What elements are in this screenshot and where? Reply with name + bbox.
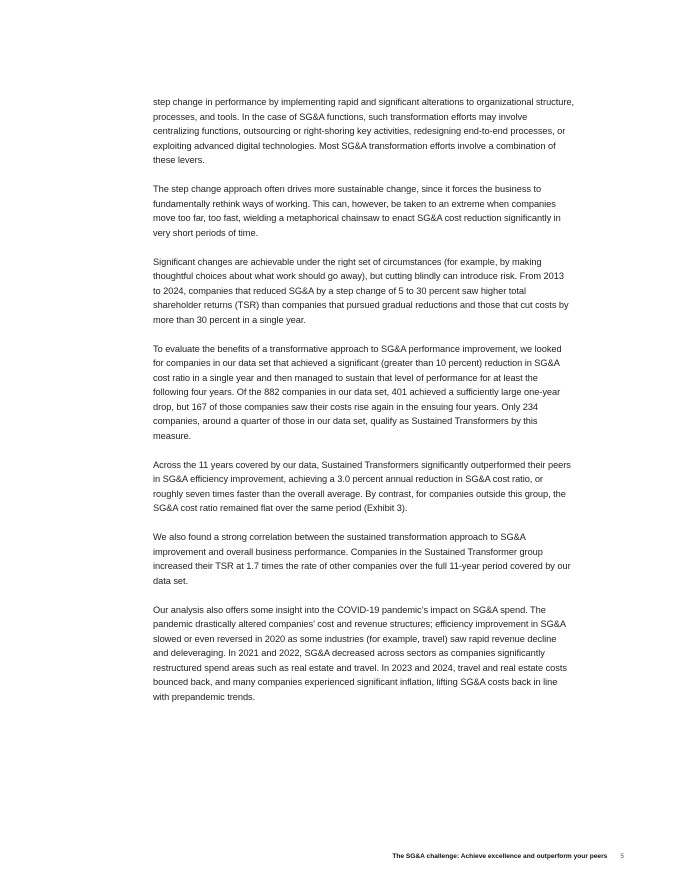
paragraph-4: To evaluate the benefits of a transformative approach to SG&A performance improvement, we looked for companies in our data set that achieved a significant (greater than 10 percent) reduction in SG&A cost ratio in a single year and then managed to sustain that level of performance for at least the following four years. Of the 882 companies in our data set, 401 achieved a sufficiently large one-year drop, but 167 of those companies saw their costs rise again in the ensuing four years. Only 234 companies, around a quarter of those in our data set, qualify as Sustained Transformers by this measure. — [153, 343, 562, 441]
paragraph-6: We also found a strong correlation between the sustained transformation approach to SG&A improvement and overall business performance. Companies in the Sustained Transformer group increased their TSR at 1.7 times the rate of other companies over the full 11-year period covered by our data set. — [153, 532, 571, 586]
paragraph-1: step change in performance by implementing rapid and significant alterations to organizational structure, processes, and tools. In the case of SG&A functions, such transformation efforts may involve centralizing functions, outsourcing or right-shoring key activities, redesigning end-to-end processes, or exploiting advanced digital technologies. Most SG&A transformation efforts involve a combination of these levers. — [153, 97, 575, 165]
page-number: 5 — [620, 853, 624, 860]
footer-title: The SG&A challenge: Achieve excellence and outperform your peers — [392, 853, 608, 860]
paragraph-3: Significant changes are achievable under the right set of circumstances (for example, by making thoughtful choices about what work should go away), but cutting blindly can introduce risk. From 2013 to 2024, companies that reduced SG&A by a step change of 5 to 30 percent saw higher total shareholder returns (TSR) than companies that pursued gradual reductions and those that cut costs by more than 30 percent in a single year. — [153, 256, 569, 325]
paragraph-5: Across the 11 years covered by our data, Sustained Transformers significantly outperformed their peers in SG&A efficiency improvement, achieving a 3.0 percent annual reduction in SG&A cost ratio, or roughly seven times faster than the overall average. By contrast, for companies outside this group, the SG&A cost ratio remained flat over the same period (Exhibit 3). — [153, 459, 571, 513]
paragraph-7: Our analysis also offers some insight into the COVID-19 pandemic’s impact on SG&A spend. The pandemic drastically altered companies’ cost and revenue structures; efficiency improvement in SG&A slowed or even reversed in 2020 as some industries (for example, travel) saw rapid revenue decline and deleveraging. In 2021 and 2022, SG&A decreased across sectors as companies significantly restructured spend areas such as real estate and travel. In 2023 and 2024, travel and real estate costs bounced back, and many companies experienced significant inflation, lifting SG&A costs back in line with prepandemic trends. — [153, 604, 567, 702]
page-footer — [392, 852, 624, 862]
body-text — [153, 95, 574, 719]
paragraph-2: The step change approach often drives more sustainable change, since it forces the business to fundamentally rethink ways of working. This can, however, be taken to an extreme when companies move too far, too fast, wielding a metaphorical chainsaw to enact SG&A cost reduction significantly in very short periods of time. — [153, 184, 561, 238]
